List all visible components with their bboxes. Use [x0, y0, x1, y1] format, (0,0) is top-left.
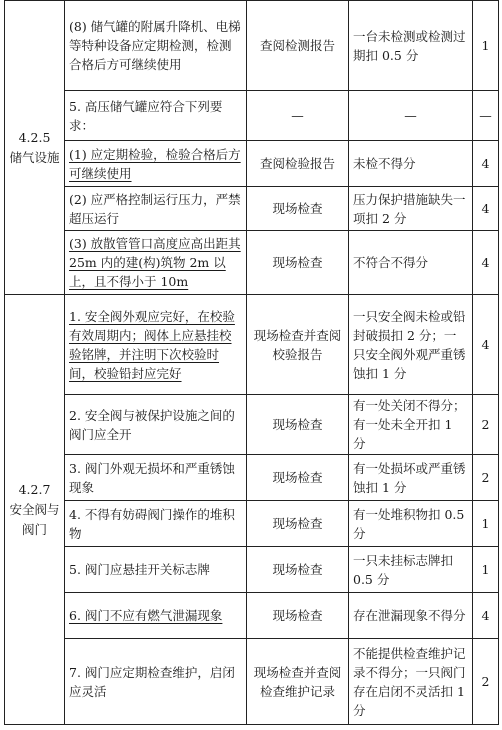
requirement-cell: (3) 放散管管口高度应高出距其 25m 内的建(构)筑物 2m 以上，且不得小于 10m: [65, 231, 247, 295]
method-cell: 查阅检测报告: [247, 1, 349, 91]
table-row: [5, 1, 499, 91]
requirement-cell: 6. 阀门不应有燃气泄漏现象: [65, 593, 247, 639]
table-row: [5, 501, 499, 547]
method-cell: —: [247, 91, 349, 141]
method-cell: 现场检查并查阅校验报告: [247, 295, 349, 395]
score-cell: 2: [473, 455, 499, 501]
section-code: 4.2.7: [18, 481, 51, 497]
method-cell: 查阅检验报告: [247, 141, 349, 187]
score-cell: 2: [473, 639, 499, 725]
section-code: 4.2.5: [18, 129, 51, 145]
score-cell: 4: [473, 295, 499, 395]
table-row: [5, 639, 499, 725]
score-cell: —: [473, 91, 499, 141]
requirement-cell: 2. 安全阀与被保护设施之间的阀门应全开: [65, 395, 247, 455]
table-row: [5, 141, 499, 187]
table-row: [5, 455, 499, 501]
requirement-cell: 1. 安全阀外观应完好，在校验有效周期内；阀体上应悬挂校验铭牌，并注明下次校验时间，校验铅封应完好: [65, 295, 247, 395]
score-cell: 4: [473, 593, 499, 639]
requirement-cell: 3. 阀门外观无损坏和严重锈蚀现象: [65, 455, 247, 501]
section-name: 储气设施: [9, 149, 60, 165]
criteria-cell: 存在泄漏现象不得分: [349, 593, 473, 639]
score-cell: 4: [473, 187, 499, 231]
score-cell: 1: [473, 501, 499, 547]
criteria-cell: 压力保护措施缺失一项扣 2 分: [349, 187, 473, 231]
requirement-cell: 4. 不得有妨碍阀门操作的堆积物: [65, 501, 247, 547]
criteria-cell: 未检不得分: [349, 141, 473, 187]
method-cell: 现场检查: [247, 395, 349, 455]
table-row: [5, 593, 499, 639]
table-row: [5, 91, 499, 141]
method-cell: 现场检查并查阅检查维护记录: [247, 639, 349, 725]
method-cell: 现场检查: [247, 455, 349, 501]
table-row: [5, 395, 499, 455]
criteria-cell: —: [349, 91, 473, 141]
table-row: [5, 187, 499, 231]
section-cell-safety-valve: [5, 295, 65, 725]
method-cell: 现场检查: [247, 231, 349, 295]
score-cell: 2: [473, 395, 499, 455]
table-row: [5, 295, 499, 395]
criteria-cell: 有一处关闭不得分；有一处未全开扣 1 分: [349, 395, 473, 455]
criteria-cell: 有一处损坏或严重锈蚀扣 1 分: [349, 455, 473, 501]
table-row: [5, 547, 499, 593]
requirement-cell: (8) 储气罐的附属升降机、电梯等特种设备应定期检测，检测合格后方可继续使用: [65, 1, 247, 91]
requirement-cell: 7. 阀门应定期检查维护，启闭应灵活: [65, 639, 247, 725]
method-cell: 现场检查: [247, 593, 349, 639]
requirement-cell: 5. 阀门应悬挂开关标志牌: [65, 547, 247, 593]
method-cell: 现场检查: [247, 547, 349, 593]
requirement-cell: (2) 应严格控制运行压力，严禁超压运行: [65, 187, 247, 231]
criteria-cell: 不能提供检查维护记录不得分；一只阀门存在启闭不灵活扣 1 分: [349, 639, 473, 725]
method-cell: 现场检查: [247, 501, 349, 547]
criteria-cell: 有一处堆积物扣 0.5 分: [349, 501, 473, 547]
method-cell: 现场检查: [247, 187, 349, 231]
table-row: [5, 231, 499, 295]
score-cell: 1: [473, 1, 499, 91]
score-cell: 4: [473, 141, 499, 187]
criteria-cell: 一台未检测或检测过期扣 0.5 分: [349, 1, 473, 91]
score-cell: 1: [473, 547, 499, 593]
inspection-table: [4, 0, 499, 725]
requirement-cell: 5. 高压储气罐应符合下列要求：: [65, 91, 247, 141]
criteria-cell: 一只未挂标志牌扣 0.5 分: [349, 547, 473, 593]
score-cell: 4: [473, 231, 499, 295]
section-cell-gas-storage: [5, 1, 65, 295]
requirement-cell: (1) 应定期检验，检验合格后方可继续使用: [65, 141, 247, 187]
criteria-cell: 不符合不得分: [349, 231, 473, 295]
section-name: 安全阀与阀门: [9, 501, 60, 537]
criteria-cell: 一只安全阀未检或铅封破损扣 2 分；一只安全阀外观严重锈蚀扣 1 分: [349, 295, 473, 395]
